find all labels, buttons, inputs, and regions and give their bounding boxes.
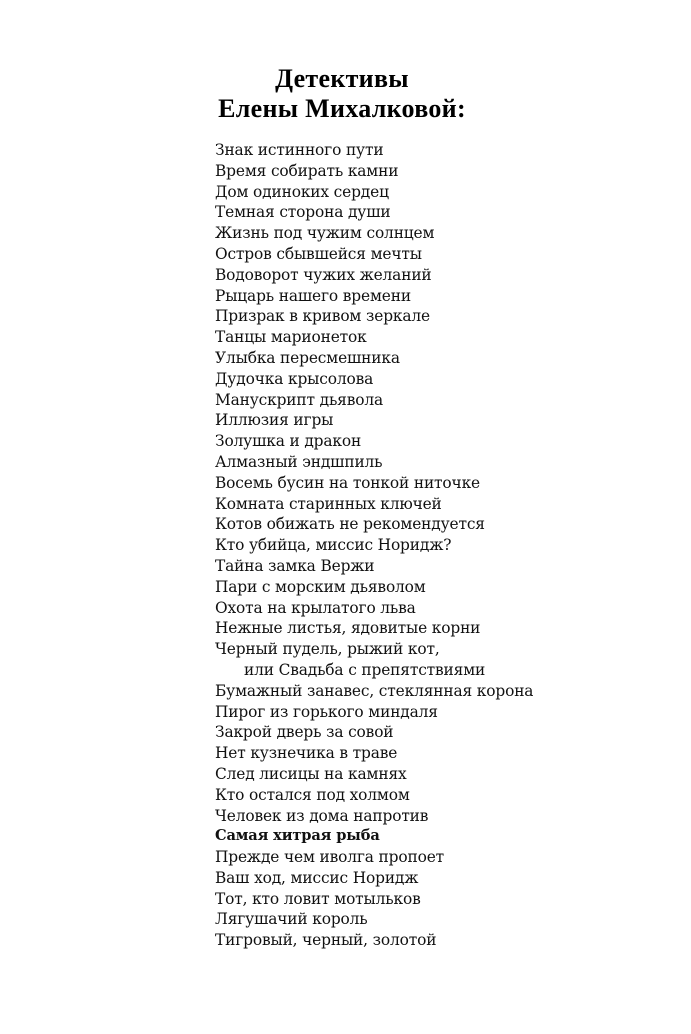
book-title-item: Нет кузнечика в траве — [215, 744, 398, 763]
book-title-item: Пари с морским дьяволом — [215, 577, 426, 596]
book-title-item: Призрак в кривом зеркале — [215, 307, 430, 326]
book-title-item: Улыбка пересмешника — [215, 348, 400, 367]
book-title-item: Рыцарь нашего времени — [215, 286, 411, 305]
book-title-item: След лисицы на камнях — [215, 764, 407, 783]
book-title-item: Комната старинных ключей — [215, 494, 442, 513]
book-title-item: Темная сторона души — [215, 203, 391, 222]
book-title-item: Водоворот чужих желаний — [215, 265, 432, 284]
book-title-item: Пирог из горького миндаля — [215, 702, 438, 721]
book-title-item: Жизнь под чужим солнцем — [215, 224, 435, 243]
heading-line-2: Елены Михалковой: — [218, 94, 466, 123]
book-title-item: Танцы марионеток — [215, 328, 367, 347]
book-title-item: Восемь бусин на тонкой ниточке — [215, 473, 480, 492]
page-heading — [0, 64, 684, 124]
book-title-item: Манускрипт дьявола — [215, 390, 384, 409]
book-title-item: Тот, кто ловит мотыльков — [215, 889, 421, 908]
book-title-item: Тайна замка Вержи — [215, 556, 375, 575]
book-title-item: Нежные листья, ядовитые корни — [215, 619, 481, 638]
book-title-highlighted: Самая хитрая рыба — [215, 827, 380, 845]
book-title-item: Охота на крылатого льва — [215, 598, 416, 617]
book-title-item: Золушка и дракон — [215, 432, 362, 451]
book-title-item: Ваш ход, миссис Норидж — [215, 868, 419, 887]
book-title-item: Знак истинного пути — [215, 141, 384, 159]
book-title-item: Лягушачий король — [215, 910, 368, 929]
book-title-continuation: или Свадьба с препятствиями — [244, 660, 486, 679]
book-title-item: Человек из дома напротив — [215, 806, 429, 825]
book-title-item: Закрой дверь за совой — [215, 723, 394, 742]
book-title-item: Дудочка крысолова — [215, 369, 374, 388]
book-title-item: Прежде чем иволга пропоет — [215, 848, 445, 867]
book-title-item: Алмазный эндшпиль — [215, 452, 383, 471]
book-title-item: Дом одиноких сердец — [215, 182, 389, 201]
book-title-item: Кто убийца, миссис Норидж? — [215, 536, 452, 555]
book-title-item: Черный пудель, рыжий кот, — [215, 640, 440, 659]
book-title-item: Тигровый, черный, золотой — [215, 931, 437, 950]
book-title-item: Время собирать камни — [215, 161, 399, 180]
book-title-item: Котов обижать не рекомендуется — [215, 515, 485, 534]
book-title-item: Иллюзия игры — [215, 411, 334, 430]
heading-line-1: Детективы — [275, 64, 409, 93]
book-title-list — [215, 140, 533, 951]
book-title-item: Бумажный занавес, стеклянная корона — [215, 681, 534, 700]
book-title-item: Кто остался под холмом — [215, 785, 410, 804]
book-title-item: Остров сбывшейся мечты — [215, 244, 422, 263]
